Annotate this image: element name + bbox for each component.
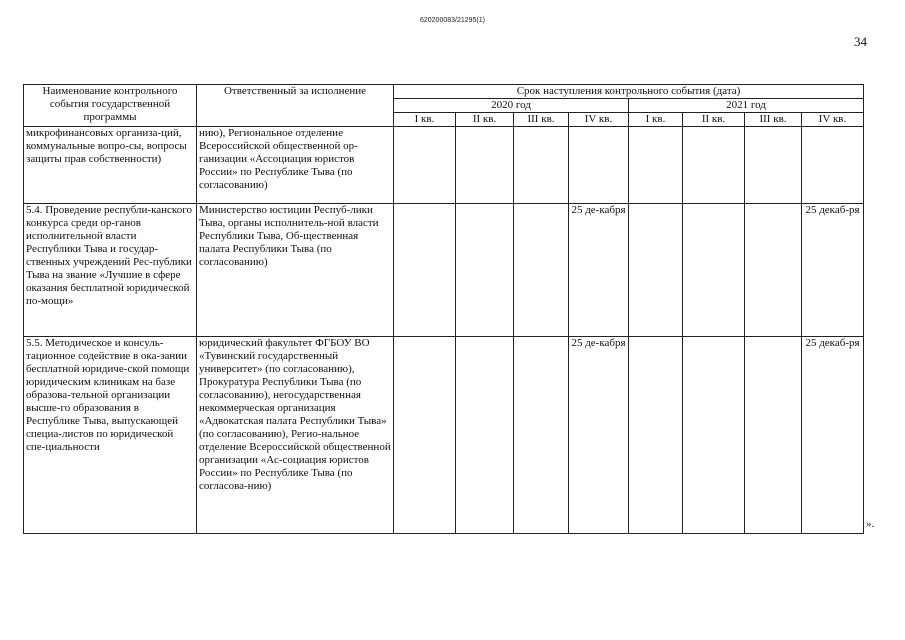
table-row (24, 204, 864, 337)
date-cell (514, 127, 569, 204)
date-cell (683, 127, 745, 204)
header-quarter: III кв. (514, 113, 569, 127)
page-number: 34 (854, 34, 867, 49)
table-row (24, 127, 864, 204)
event-name-cell: 5.5. Методическое и консуль-тационное содействие в ока-зании бесплатной юридиче-ской помощи юридическим клиникам на базе образова-тельной организации высше-го образования в Республике Тыва, выпускающей специа-листов по юридической спе-циальности (24, 337, 197, 534)
date-cell (514, 204, 569, 337)
date-cell (629, 204, 683, 337)
responsible-cell: нию), Региональное отделение Всероссийской общественной ор-ганизации «Ассоциация юристов России» по Республике Тыва (по согласованию) (197, 127, 394, 204)
date-cell (802, 127, 864, 204)
header-year-2020: 2020 год (394, 99, 629, 113)
date-cell: 25 декаб-ря (802, 337, 864, 534)
date-cell (394, 204, 456, 337)
header-quarter: II кв. (683, 113, 745, 127)
header-quarter: I кв. (629, 113, 683, 127)
date-cell (683, 337, 745, 534)
date-cell (745, 204, 802, 337)
header-year-2021: 2021 год (629, 99, 864, 113)
header-quarter: II кв. (456, 113, 514, 127)
header-deadline: Срок наступления контрольного события (дата) (394, 85, 864, 99)
date-cell (456, 337, 514, 534)
date-cell: 25 де-кабря (569, 204, 629, 337)
date-cell (629, 337, 683, 534)
header-quarter: I кв. (394, 113, 456, 127)
date-cell (456, 127, 514, 204)
responsible-cell: юридический факультет ФГБОУ ВО «Тувинский государственный университет» (по согласованию), Прокуратура Республики Тыва (по согласованию), негосударственная некоммерческая организация «Адвокатская палата Республики Тыва» (по согласованию), Регио-нальное отделение Всероссийской общественной организации «Ас-социация юристов России» по Республике Тыва (по согласова-нию) (197, 337, 394, 534)
date-cell (745, 337, 802, 534)
date-cell (456, 204, 514, 337)
event-name-cell: микрофинансовых организа-ций, коммунальные вопро-сы, вопросы защиты прав собственности) (24, 127, 197, 204)
table-row (24, 337, 864, 534)
date-cell: 25 де-кабря (569, 337, 629, 534)
header-quarter: IV кв. (802, 113, 864, 127)
date-cell (569, 127, 629, 204)
date-cell (629, 127, 683, 204)
date-cell: 25 декаб-ря (802, 204, 864, 337)
header-event-name: Наименование контрольного события государственной программы (24, 85, 197, 127)
closing-quote-mark: ». (866, 518, 875, 530)
event-name-cell: 5.4. Проведение республи-канского конкурса среди ор-ганов исполнительной власти Республики Тыва и государ-ственных учреждений Рес-публики Тыва на звание «Лучшие в сфере оказания бесплатной юридической по-мощи» (24, 204, 197, 337)
header-quarter: III кв. (745, 113, 802, 127)
document-id: 620200083/21295(1) (419, 17, 485, 24)
header-quarter: IV кв. (569, 113, 629, 127)
control-events-table (23, 84, 864, 534)
date-cell (683, 204, 745, 337)
date-cell (745, 127, 802, 204)
date-cell (394, 127, 456, 204)
date-cell (394, 337, 456, 534)
responsible-cell: Министерство юстиции Респуб-лики Тыва, органы исполнитель-ной власти Республики Тыва, Об-щественная палата Республики Тыва (по согласованию) (197, 204, 394, 337)
date-cell (514, 337, 569, 534)
header-responsible: Ответственный за исполнение (197, 85, 394, 127)
